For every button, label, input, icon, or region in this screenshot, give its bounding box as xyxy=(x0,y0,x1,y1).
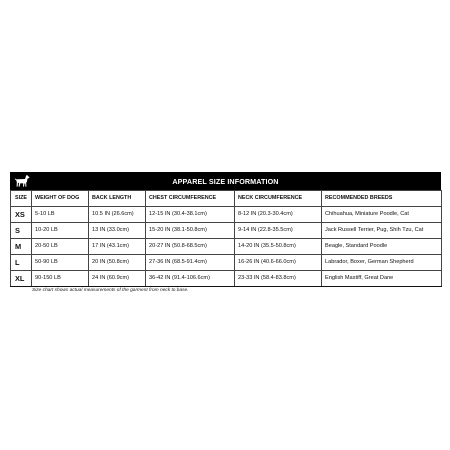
chest-cell: 27-36 IN (68.5-91.4cm) xyxy=(146,255,235,271)
size-cell: XL xyxy=(11,271,32,287)
column-header-back-length: BACK LENGTH xyxy=(89,191,146,207)
neck-cell: 23-33 IN (58.4-83.8cm) xyxy=(235,271,322,287)
size-chart-header xyxy=(10,172,441,190)
size-cell: L xyxy=(11,255,32,271)
dog-silhouette-icon xyxy=(14,174,30,188)
size-chart-title: APPAREL SIZE INFORMATION xyxy=(172,176,279,186)
breeds-cell: Jack Russell Terrier, Pug, Shih Tzu, Cat xyxy=(322,223,442,239)
table-row xyxy=(11,239,442,255)
size-chart xyxy=(10,172,441,293)
column-header-breeds: RECOMMENDED BREEDS xyxy=(322,191,442,207)
chest-cell: 36-42 IN (91.4-106.6cm) xyxy=(146,271,235,287)
weight-cell: 5-10 LB xyxy=(32,207,89,223)
size-cell: S xyxy=(11,223,32,239)
neck-cell: 8-12 IN (20.3-30.4cm) xyxy=(235,207,322,223)
table-row xyxy=(11,207,442,223)
size-cell: XS xyxy=(11,207,32,223)
breeds-cell: Chihuahua, Miniature Poodle, Cat xyxy=(322,207,442,223)
size-chart-footnote: Size chart shows actual measurements of the garment from neck to base. xyxy=(32,288,189,293)
weight-cell: 50-90 LB xyxy=(32,255,89,271)
size-cell: M xyxy=(11,239,32,255)
neck-cell: 16-26 IN (40.6-66.0cm) xyxy=(235,255,322,271)
weight-cell: 10-20 LB xyxy=(32,223,89,239)
table-header-row xyxy=(11,191,442,207)
back-length-cell: 10.5 IN (26.6cm) xyxy=(89,207,146,223)
back-length-cell: 17 IN (43.1cm) xyxy=(89,239,146,255)
table-row xyxy=(11,271,442,287)
table-row xyxy=(11,223,442,239)
chest-cell: 15-20 IN (38.1-50.8cm) xyxy=(146,223,235,239)
back-length-cell: 24 IN (60.9cm) xyxy=(89,271,146,287)
breeds-cell: English Mastiff, Great Dane xyxy=(322,271,442,287)
size-table xyxy=(10,190,442,287)
breeds-cell: Labrador, Boxer, German Shepherd xyxy=(322,255,442,271)
weight-cell: 90-150 LB xyxy=(32,271,89,287)
chest-cell: 20-27 IN (50.8-68.5cm) xyxy=(146,239,235,255)
column-header-neck: NECK CIRCUMFERENCE xyxy=(235,191,322,207)
neck-cell: 9-14 IN (22.8-35.5cm) xyxy=(235,223,322,239)
neck-cell: 14-20 IN (35.5-50.8cm) xyxy=(235,239,322,255)
chest-cell: 12-15 IN (30.4-38.1cm) xyxy=(146,207,235,223)
back-length-cell: 20 IN (50.8cm) xyxy=(89,255,146,271)
column-header-weight: WEIGHT OF DOG xyxy=(32,191,89,207)
weight-cell: 20-50 LB xyxy=(32,239,89,255)
breeds-cell: Beagle, Standard Poodle xyxy=(322,239,442,255)
table-row xyxy=(11,255,442,271)
column-header-size: SIZE xyxy=(11,191,32,207)
back-length-cell: 13 IN (33.0cm) xyxy=(89,223,146,239)
column-header-chest: CHEST CIRCUMFERENCE xyxy=(146,191,235,207)
